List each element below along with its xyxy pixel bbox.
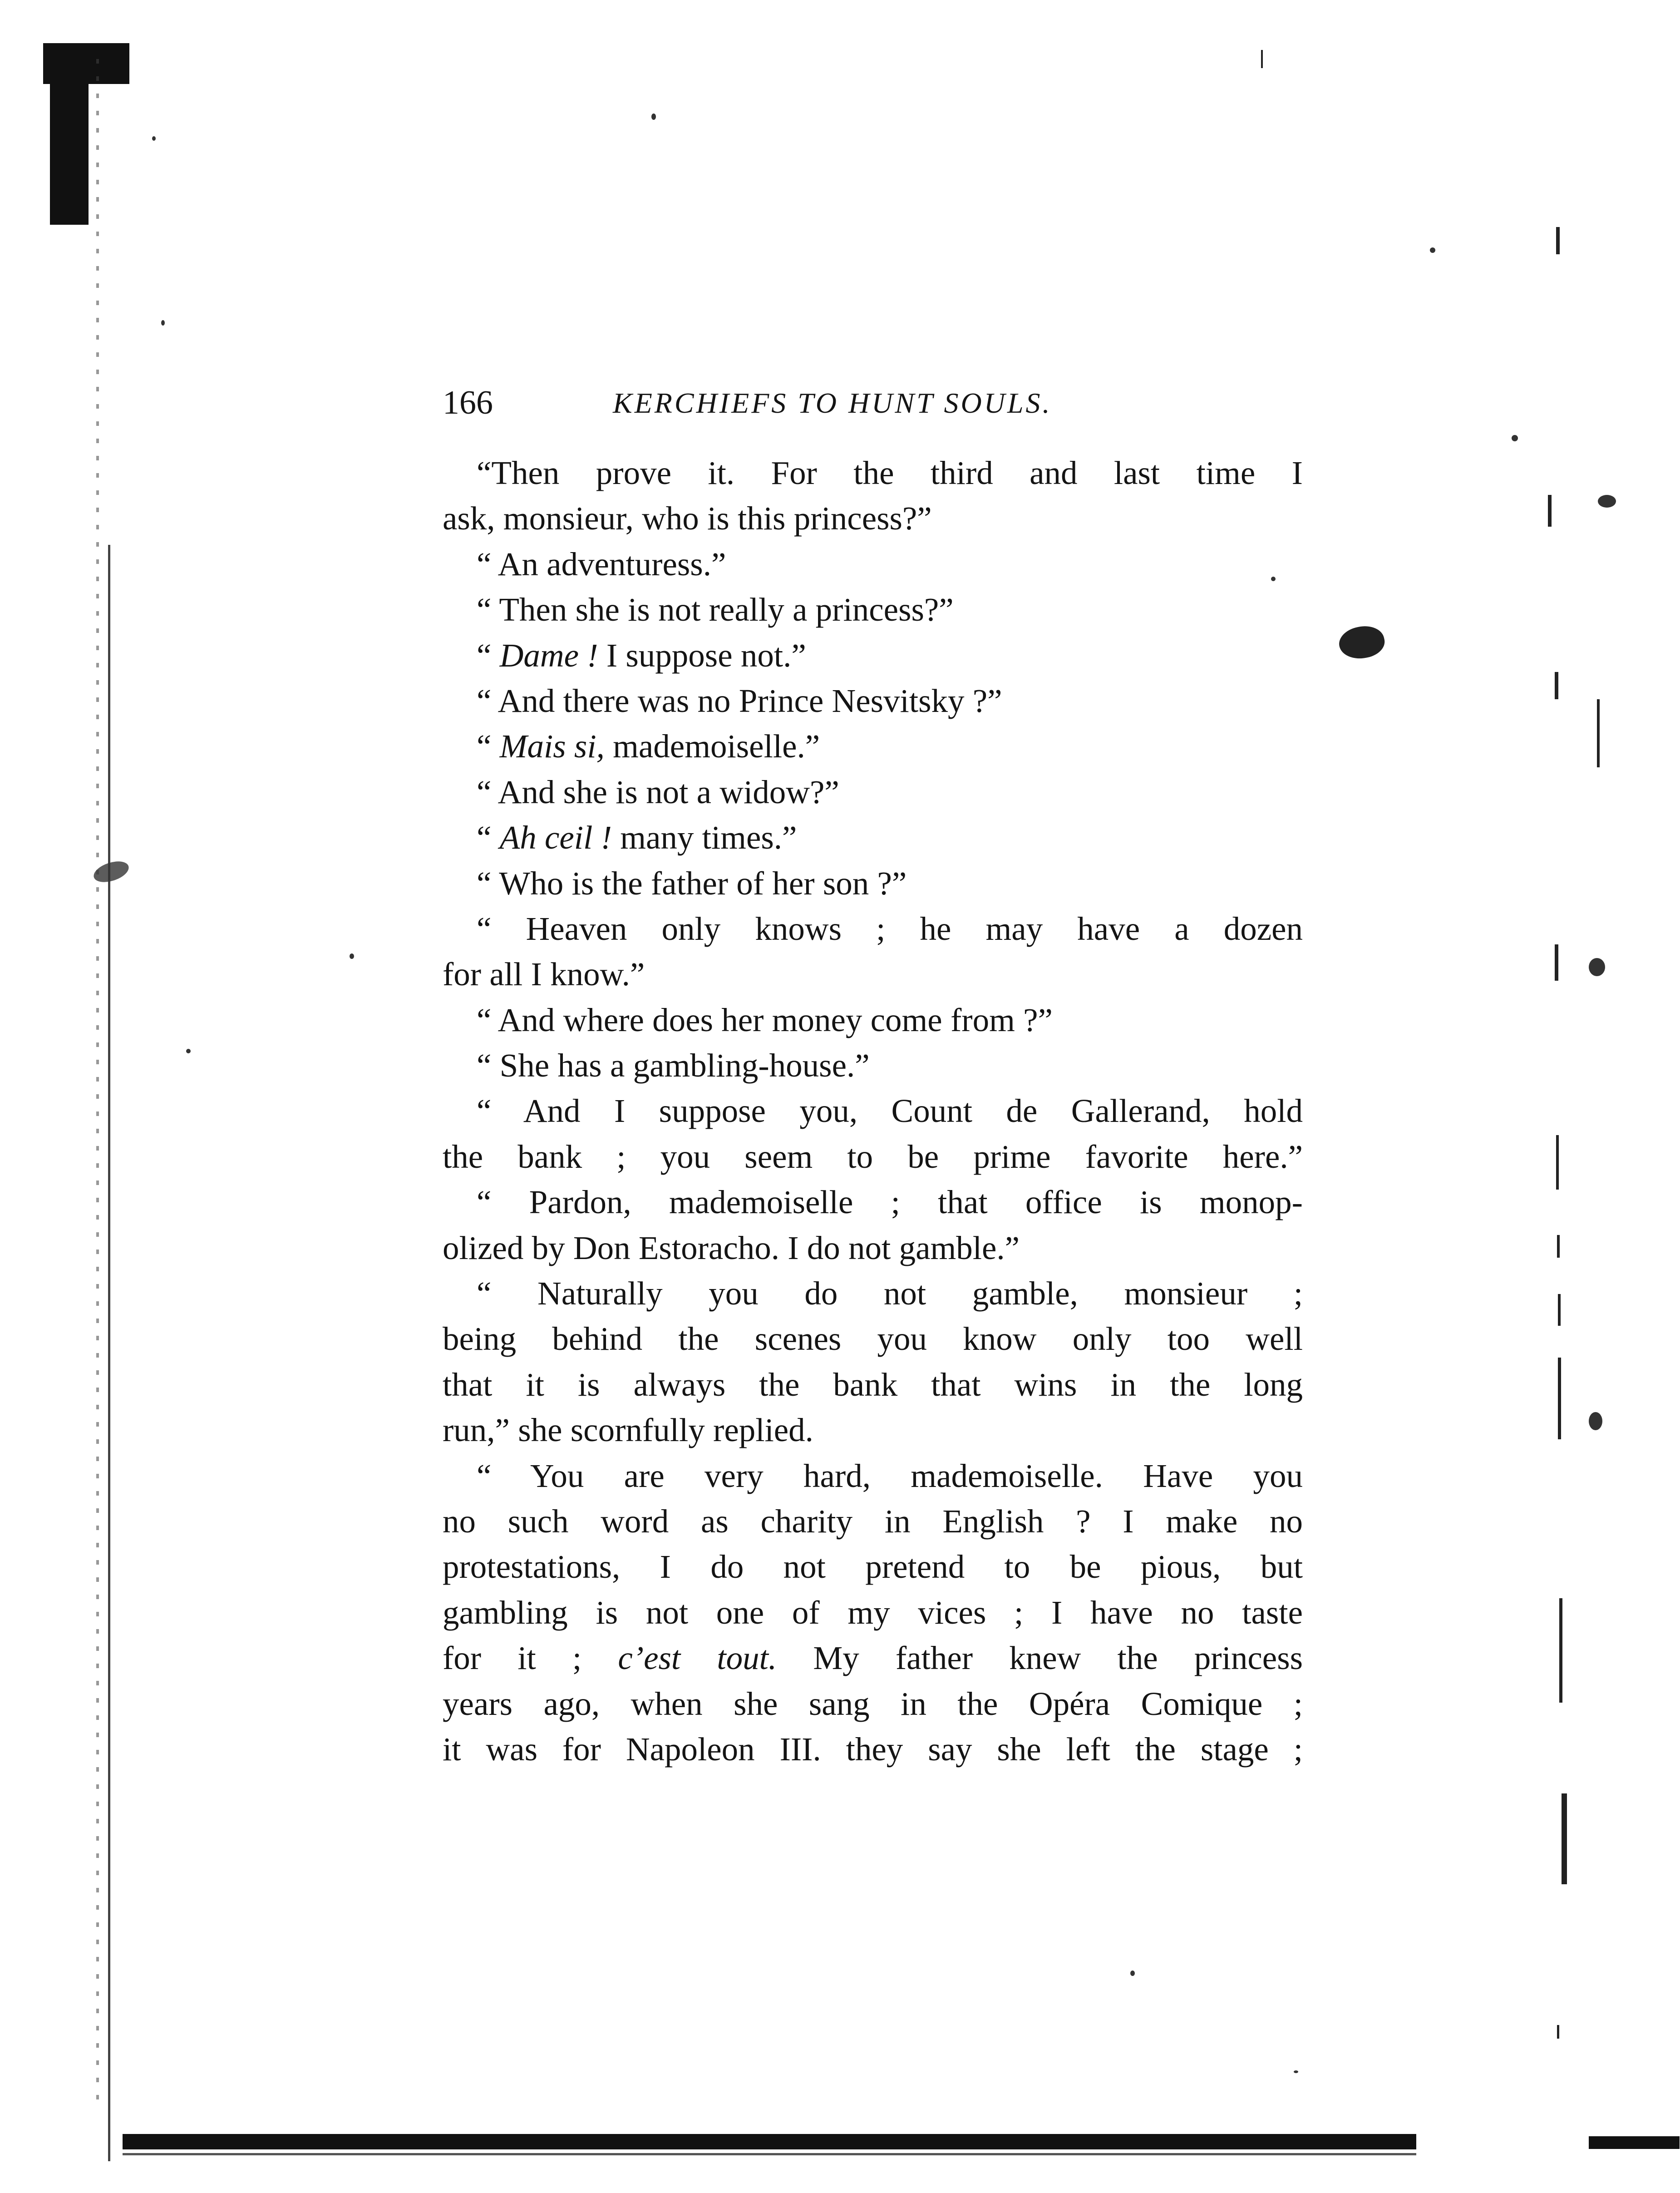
text-run: “ And I suppose you, Count de Gallerand, hold [477, 1092, 1303, 1130]
text-run: “ You are very hard, mademoiselle. Have you [477, 1457, 1303, 1494]
bottom-edge [123, 2153, 1416, 2155]
text-line [443, 861, 1303, 906]
bottom-edge [123, 2134, 1416, 2149]
text-run: being behind the scenes you know only too well [443, 1320, 1303, 1358]
text-line [443, 1316, 1303, 1362]
text-run: “ And she is not a widow?” [477, 773, 839, 810]
page-header [443, 384, 1223, 425]
body-text [443, 450, 1303, 1772]
text-run: it was for Napoleon III. they say she left the stage ; [443, 1730, 1303, 1768]
italic-text: Mais si, [499, 728, 605, 765]
speck [152, 136, 156, 141]
text-run: “ [477, 819, 500, 856]
speck [1294, 2070, 1298, 2073]
text-run: “ And there was no Prince Nesvitsky ?” [477, 682, 1002, 719]
text-line [443, 1590, 1303, 1635]
text-line [443, 1134, 1303, 1180]
edge-mark [1556, 1135, 1559, 1190]
text-run: for all I know.” [443, 956, 645, 993]
binding-edge [96, 59, 99, 2102]
text-run: “ And where does her money come from ?” [477, 1001, 1053, 1038]
text-run: “ She has a gambling-house.” [477, 1047, 870, 1084]
text-line [443, 450, 1303, 496]
edge-mark [1261, 50, 1263, 68]
text-line [443, 1727, 1303, 1772]
text-line [443, 496, 1303, 541]
text-run: the bank ; you seem to be prime favorite here.” [443, 1138, 1303, 1175]
text-run: that it is always the bank that wins in the long [443, 1366, 1303, 1403]
text-run: “ [477, 637, 500, 674]
text-line [443, 1088, 1303, 1134]
speck [1512, 435, 1518, 441]
text-run: “ Pardon, mademoiselle ; that office is monop- [477, 1184, 1303, 1221]
text-run: olized by Don Estoracho. I do not gamble.” [443, 1229, 1020, 1266]
text-line [443, 1225, 1303, 1271]
bottom-edge [1589, 2136, 1680, 2149]
text-run: for it ; [443, 1640, 618, 1677]
text-line [443, 1362, 1303, 1408]
text-run: protestations, I do not pretend to be pious, but [443, 1548, 1303, 1585]
speck [1589, 958, 1605, 976]
text-run: “ Who is the father of her son ?” [477, 864, 907, 902]
speck [161, 320, 165, 326]
edge-mark [1557, 2025, 1559, 2039]
binding-mark [50, 84, 89, 225]
speck [1589, 1412, 1602, 1430]
text-run: “ An adventuress.” [477, 545, 726, 583]
ink-blot [1336, 622, 1387, 662]
page-number: 166 [443, 384, 493, 421]
speck [186, 1049, 191, 1053]
text-line [443, 1043, 1303, 1088]
text-line [443, 770, 1303, 815]
text-run: mademoiselle.” [604, 728, 820, 765]
text-line [443, 998, 1303, 1043]
text-run: I suppose not.” [598, 637, 806, 674]
text-run: “ Naturally you do not gamble, monsieur ; [477, 1275, 1303, 1312]
text-line [443, 1408, 1303, 1453]
text-line [443, 1271, 1303, 1316]
text-line [443, 815, 1303, 860]
text-line [443, 1453, 1303, 1499]
text-run: ask, monsieur, who is this princess?” [443, 500, 932, 537]
speck [1130, 1971, 1135, 1976]
italic-text: Dame ! [499, 637, 598, 674]
text-line [443, 1681, 1303, 1727]
text-run: no such word as charity in English ? I make no [443, 1502, 1303, 1540]
text-run: gambling is not one of my vices ; I have no taste [443, 1594, 1303, 1631]
binding-edge [108, 545, 110, 2161]
text-run: “Then prove it. For the third and last time I [477, 454, 1303, 491]
text-line [443, 1180, 1303, 1225]
running-head: KERCHIEFS TO HUNT SOULS. [613, 387, 1052, 419]
text-line [443, 952, 1303, 997]
text-run: “ Heaven only knows ; he may have a dozen [477, 910, 1303, 947]
edge-mark [1559, 1598, 1562, 1703]
text-run: “ Then she is not really a princess?” [477, 591, 954, 628]
text-line [443, 906, 1303, 952]
edge-mark [1555, 672, 1558, 699]
edge-mark [1597, 699, 1600, 767]
edge-mark [1555, 944, 1558, 981]
speck [1430, 247, 1435, 253]
text-run: run,” she scornfully replied. [443, 1412, 813, 1449]
binding-mark [43, 43, 129, 84]
text-line [443, 678, 1303, 724]
edge-mark [1548, 495, 1552, 527]
text-run: years ago, when she sang in the Opéra Comique ; [443, 1685, 1303, 1722]
speck [651, 114, 656, 120]
italic-text: Ah ceil ! [499, 819, 612, 856]
speck [1598, 495, 1616, 508]
edge-mark [1557, 1235, 1560, 1258]
speck [350, 953, 354, 959]
text-line [443, 542, 1303, 587]
text-run: “ [477, 728, 500, 765]
text-line [443, 724, 1303, 769]
edge-mark [1562, 1793, 1567, 1884]
edge-mark [1556, 227, 1560, 254]
edge-mark [1558, 1294, 1561, 1326]
edge-mark [1558, 1358, 1561, 1439]
text-line [443, 1544, 1303, 1590]
text-line [443, 1635, 1303, 1681]
text-run: many times.” [611, 819, 797, 856]
text-line [443, 633, 1303, 678]
text-line [443, 587, 1303, 632]
text-run: My father knew the princess [777, 1640, 1303, 1677]
italic-text: c’est tout. [618, 1640, 777, 1677]
text-line [443, 1499, 1303, 1544]
